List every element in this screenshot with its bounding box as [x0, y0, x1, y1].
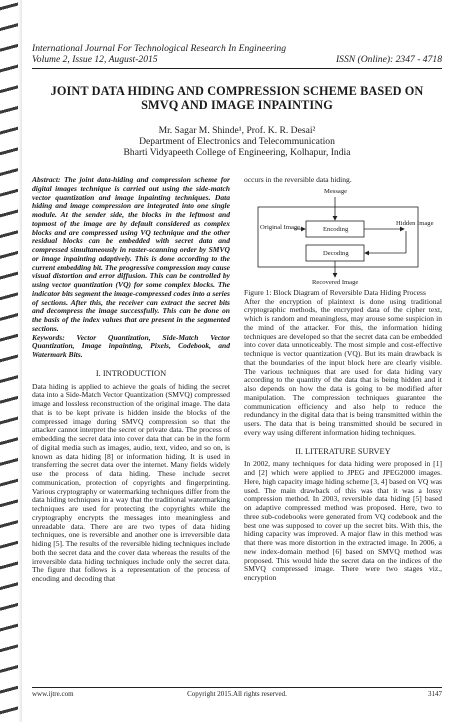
label-original-image: Original Image	[260, 223, 301, 231]
author-affiliation: Bharti Vidyapeeth College of Engineering, Kolhapur, India	[123, 147, 351, 159]
paper-title	[30, 84, 444, 112]
diagram-lines	[244, 187, 442, 287]
right-column	[244, 176, 442, 583]
keywords-text: Vector Quantization, Side-Match Vector Quantization, Image inpainting, Pixels, Codebook, and Watermark Bits.	[32, 332, 230, 359]
body-paragraph: After the encryption of plaintext is done using traditional cryptographic methods, the encrypted data of the cipher text, which is random and meaningless, may arouse some suspicion in the mind of the attacker. For this, the information hiding techniques are developed so that the secret data can be embedded into cover data unnoticeably. The most simple and cost-effective technique is vector quantization (VQ). But its main drawback is that the boundaries of the input block here are clearly visible. The various techniques that are used for data hiding vary according to the quantity of the data that is being hidden and it also depends on how the data is going to be modified after manipulation. The compression techniques guarantee the communication efficiency and also help to reduce the redundancy in the digital data that is being transmitted within the users. The data that is being transmitted should be secured in every way using different information hiding techniques.	[244, 296, 442, 437]
label-decoding: Decoding	[323, 249, 349, 257]
label-hidden-image: Hidden Image	[396, 219, 434, 227]
section-heading-literature-survey: II. LITERATURE SURVEY	[295, 446, 391, 456]
running-header	[32, 43, 442, 65]
copyright: Copyright 2015.All rights reserved.	[187, 690, 287, 698]
title-line-1: JOINT DATA HIDING AND COMPRESSION SCHEME BASED ON	[50, 84, 424, 98]
author-block	[30, 125, 444, 159]
literature-survey-text: In 2002, many techniques for data hiding were proposed in [1] and [2] which were applied to JPEG and JPEG2000 images. Here, high capacity image hiding scheme [3, 4] based on VQ was used. The main drawback of this was that it was a lossy compression method. In 2003, reversible data hiding [5] based on adaptive compressed method was proposed. Here, two to three sub-codebooks were generated from VQ codebook and the best one was supposed to cover up the secret bits. With this, the hiding capacity was improved. A major flaw in this method was that there was more distortion in the extracted image. In 2006, a new index-domain method [6] based on SMVQ method was proposed. This would hide the secret data on the indices of the SMVQ compressed image. There were two stages viz., encryption	[244, 459, 442, 582]
label-message: Message	[324, 187, 348, 195]
header-rule	[32, 68, 442, 69]
introduction-text: Data hiding is applied to achieve the goals of hiding the secret data into a Side-Match Vector Quantization (SMVQ) compressed image and lossless reconstruction of the original image. The data that is to be kept private is hidden inside the blocks of the compressed image during SMVQ compression so that the attacker cannot interpret the secret or private data. The process of embedding the secret data into cover data that can be in the form of digital media such as images, audio, text, video, and so on, is known as data hiding [8] or information hiding. It is used in transferring the secret data over the internet. Many fields widely use the process of data hiding. These include secret communication, protection of copyrights and fingerprinting. Various cryptography or watermarking techniques differ from the data hiding techniques in a way that the traditional watermarking techniques are used for protecting the copyrights while the cryptography encrypts the messages into meaningless and unreadable data. There are are two types of data hiding techniques, one is reversible and another one is irreversible data hiding [5]. The results of the reversible hiding techniques include both the secret data and the cover data whereas the results of the irreversible data hiding techniques include only the secret data. The figure that follows is a representation of the process of encoding and decoding that	[32, 381, 230, 583]
page-number: 3147	[428, 690, 442, 698]
journal-url: www.ijtre.com	[32, 690, 74, 698]
spiral-binding	[0, 0, 22, 722]
author-department: Department of Electronics and Telecommunication	[139, 136, 335, 148]
abstract	[32, 176, 230, 334]
keywords-label: Keywords:	[32, 332, 65, 342]
footer-rule	[32, 687, 442, 688]
figure-caption: Figure 1: Block Diagram of Reversible Data Hiding Process	[244, 287, 426, 297]
journal-name: International Journal For Technological Research In Engineering	[32, 43, 287, 54]
section-heading-introduction: I. INTRODUCTION	[95, 368, 167, 378]
keywords	[32, 334, 230, 360]
abstract-text: The joint data-hiding and compression scheme for digital images technique is carried out using the side-match vector quantization and image inpainting techniques. Data hiding and image compression are integrated into one single module. At the sender side, the blocks in the leftmost and topmost of the image are by default considered as complex blocks and are compressed using VQ technique and the other residual blocks can be embedded with secret data and compressed simultaneously in raster-scanning order by SMVQ or image inpainting adaptively. This is done according to the current embedding bit. The progressive compression may cause visual distortion and error diffusion. This can be controlled by using vector quantization (VQ) for some complex blocks. The indicator bits segment the image-compressed codes into a series of sections. After this, the receiver can extract the secret bits and decompress the image successfully. This can be done on the basis of the index values that are present in the segmented sections.	[32, 175, 230, 333]
author-names: Mr. Sagar M. Shinde¹, Prof. K. R. Desai²	[158, 125, 316, 136]
paper-page	[30, 0, 444, 722]
title-line-2: SMVQ AND IMAGE INPAINTING	[141, 98, 333, 112]
volume-issue: Volume 2, Issue 12, August-2015	[32, 54, 158, 65]
issn: ISSN (Online): 2347 - 4718	[335, 54, 442, 65]
label-encoding: Encoding	[323, 225, 349, 233]
intro-continued: occurs in the reversible data hiding.	[244, 175, 352, 184]
label-recovered-image: Recovered Image	[312, 278, 359, 286]
left-column	[32, 176, 230, 584]
figure-1-block-diagram	[244, 187, 442, 287]
abstract-label: Abstract:	[32, 175, 61, 184]
